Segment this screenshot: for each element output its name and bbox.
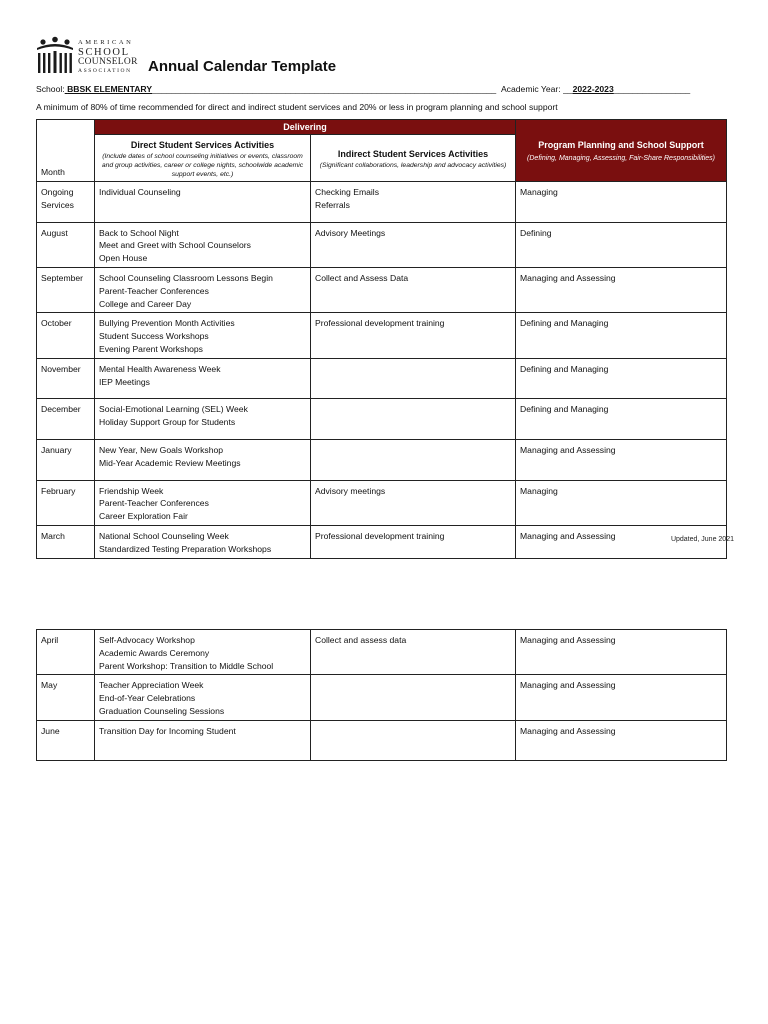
indirect-cell: [311, 313, 516, 358]
indirect-line: Professional development training: [315, 318, 445, 329]
direct-services-title: Direct Student Services Activities: [130, 140, 275, 150]
logo-wordmark: [78, 40, 138, 74]
program-planning-title: Program Planning and School Support: [538, 140, 704, 151]
planning-cell: [516, 358, 727, 399]
month-line: Services: [41, 199, 74, 210]
month-cell: [37, 630, 95, 675]
planning-cell: [516, 630, 727, 675]
table-row: [37, 525, 727, 558]
indirect-cell: [311, 439, 516, 480]
school-blank: ________________________________________________________________________: [152, 84, 497, 94]
indirect-line: Advisory Meetings: [315, 227, 386, 238]
table-row: [37, 439, 727, 480]
logo-line-2: SCHOOL: [78, 46, 130, 58]
direct-line: Back to School Night: [99, 227, 179, 238]
planning-line: Defining and Managing: [520, 363, 609, 374]
indirect-cell: [311, 182, 516, 223]
table-row: [37, 222, 727, 267]
document-title: Annual Calendar Template: [148, 58, 337, 75]
indirect-line: Referrals: [315, 199, 350, 210]
month-cell: [37, 439, 95, 480]
planning-line: Managing and Assessing: [520, 725, 616, 736]
indirect-cell: [311, 358, 516, 399]
month-cell: [37, 525, 95, 558]
logo-line-4: ASSOCIATION: [78, 67, 132, 74]
direct-line: Bullying Prevention Month Activities: [99, 318, 235, 329]
indirect-cell: [311, 675, 516, 720]
direct-cell: [95, 630, 311, 675]
direct-line: Career Exploration Fair: [99, 511, 188, 522]
direct-line: Mental Health Awareness Week: [99, 363, 221, 374]
header-row-top: [37, 120, 727, 135]
logo-line-3: COUNSELOR: [78, 57, 138, 67]
delivering-header: Delivering: [95, 120, 516, 135]
academic-year-suffix: ________________: [613, 84, 691, 94]
month-line: September: [41, 272, 84, 283]
program-planning-header: [516, 120, 727, 182]
month-cell: [37, 399, 95, 440]
month-cell: [37, 358, 95, 399]
planning-line: Managing and Assessing: [520, 680, 616, 691]
direct-cell: [95, 480, 311, 525]
logo-line-1: AMERICAN: [78, 39, 134, 46]
indirect-line: Collect and assess data: [315, 635, 407, 645]
indirect-services-subtitle: (Significant collaborations, leadership and advocacy activities): [319, 162, 507, 169]
planning-cell: [516, 182, 727, 223]
month-line: January: [41, 444, 72, 455]
indirect-line: Collect and Assess Data: [315, 272, 409, 283]
direct-line: Parent-Teacher Conferences: [99, 285, 209, 296]
direct-line: Self-Advocacy Workshop: [99, 635, 195, 645]
direct-line: Mid-Year Academic Review Meetings: [99, 457, 241, 468]
direct-line: School Counseling Classroom Lessons Begin: [99, 272, 273, 283]
planning-cell: [516, 399, 727, 440]
planning-line: Defining and Managing: [520, 318, 609, 329]
indirect-cell: [311, 480, 516, 525]
month-line: April: [41, 635, 59, 645]
school-value: BBSK ELEMENTARY: [67, 84, 153, 94]
direct-line: Meet and Greet with School Counselors: [99, 240, 251, 251]
calendar-body-part-1: [37, 182, 727, 559]
direct-line: Transition Day for Incoming Student: [99, 725, 236, 736]
indirect-cell: [311, 630, 516, 675]
indirect-cell: [311, 525, 516, 558]
direct-line: Graduation Counseling Sessions: [99, 705, 225, 716]
direct-line: National School Counseling Week: [99, 530, 229, 541]
month-cell: [37, 313, 95, 358]
month-line: November: [41, 363, 81, 374]
table-row: [37, 358, 727, 399]
table-row: [37, 399, 727, 440]
indirect-cell: [311, 222, 516, 267]
month-line: August: [41, 227, 68, 238]
planning-line: Managing and Assessing: [520, 272, 616, 283]
planning-line: Managing: [520, 187, 558, 197]
planning-cell: [516, 222, 727, 267]
calendar-body-part-2: [37, 630, 727, 761]
planning-line: Defining and Managing: [520, 404, 609, 415]
month-cell: [37, 267, 95, 312]
direct-line: IEP Meetings: [99, 376, 150, 387]
month-cell: [37, 720, 95, 761]
table-row: [37, 480, 727, 525]
calendar-table-part-2: [36, 629, 727, 761]
direct-line: Social-Emotional Learning (SEL) Week: [99, 404, 248, 415]
table-row: [37, 675, 727, 720]
indirect-line: Checking Emails: [315, 187, 379, 197]
indirect-cell: [311, 399, 516, 440]
planning-cell: [516, 267, 727, 312]
month-cell: [37, 182, 95, 223]
direct-line: Academic Awards Ceremony: [99, 647, 210, 658]
direct-line: Evening Parent Workshops: [99, 343, 203, 354]
direct-cell: [95, 222, 311, 267]
direct-line: End-of-Year Celebrations: [99, 693, 196, 704]
planning-cell: [516, 675, 727, 720]
school-line: [36, 84, 736, 94]
month-line: Ongoing: [41, 187, 74, 197]
table-row: [37, 720, 727, 761]
planning-line: Defining: [520, 227, 552, 238]
planning-cell: [516, 480, 727, 525]
direct-cell: [95, 358, 311, 399]
direct-services-subtitle: (Include dates of school counseling initiatives or events, classroom and group activities, career or college nights, schoolwide academic support events, etc.): [101, 153, 304, 178]
indirect-line: Advisory meetings: [315, 485, 386, 496]
month-line: May: [41, 680, 58, 691]
time-allocation-note: A minimum of 80% of time recommended for direct and indirect student services and 20% or less in program planning and school support: [36, 102, 558, 112]
direct-cell: [95, 313, 311, 358]
direct-line: College and Career Day: [99, 298, 192, 309]
direct-services-header: [95, 135, 311, 182]
academic-year-label: Academic Year:: [500, 84, 561, 94]
planning-cell: [516, 313, 727, 358]
direct-cell: [95, 675, 311, 720]
table-row: [37, 267, 727, 312]
direct-line: Individual Counseling: [99, 187, 181, 197]
planning-cell: [516, 720, 727, 761]
indirect-cell: [311, 267, 516, 312]
month-header: Month: [37, 120, 95, 182]
academic-year-prefix: __: [563, 84, 573, 94]
planning-cell: [516, 439, 727, 480]
indirect-cell: [311, 720, 516, 761]
direct-line: Student Success Workshops: [99, 331, 209, 342]
month-line: March: [41, 530, 65, 541]
direct-cell: [95, 525, 311, 558]
planning-line: Managing: [520, 485, 558, 496]
planning-line: Managing and Assessing: [520, 530, 616, 541]
school-label: School:: [36, 84, 65, 94]
indirect-line: Professional development training: [315, 530, 445, 541]
calendar-table-part-1: [36, 119, 727, 559]
month-cell: [37, 222, 95, 267]
academic-year-value: 2022-2023: [572, 84, 614, 94]
program-planning-subtitle: (Defining, Managing, Assessing, Fair-Share Responsibilities): [527, 155, 715, 163]
direct-line: Holiday Support Group for Students: [99, 417, 236, 428]
direct-line: Standardized Testing Preparation Workshops: [99, 543, 272, 554]
updated-note: Updated, June 2021: [670, 536, 734, 543]
month-cell: [37, 675, 95, 720]
direct-cell: [95, 267, 311, 312]
direct-line: Teacher Appreciation Week: [99, 680, 204, 691]
indirect-services-title: Indirect Student Services Activities: [337, 149, 489, 159]
direct-line: Parent Workshop: Transition to Middle School: [99, 660, 274, 671]
direct-line: Parent-Teacher Conferences: [99, 498, 209, 509]
table-row: [37, 313, 727, 358]
direct-cell: [95, 439, 311, 480]
direct-line: New Year, New Goals Workshop: [99, 444, 224, 455]
direct-cell: [95, 720, 311, 761]
month-line: June: [41, 725, 60, 736]
month-cell: [37, 480, 95, 525]
indirect-services-header: [311, 135, 516, 182]
planning-line: Managing and Assessing: [520, 635, 616, 645]
direct-line: Friendship Week: [99, 485, 164, 496]
direct-line: Open House: [99, 253, 148, 264]
table-row: [37, 182, 727, 223]
month-line: December: [41, 404, 81, 415]
direct-cell: [95, 399, 311, 440]
table-row: [37, 630, 727, 675]
planning-line: Managing and Assessing: [520, 444, 616, 455]
month-line: October: [41, 318, 72, 329]
direct-cell: [95, 182, 311, 223]
month-line: February: [41, 485, 76, 496]
